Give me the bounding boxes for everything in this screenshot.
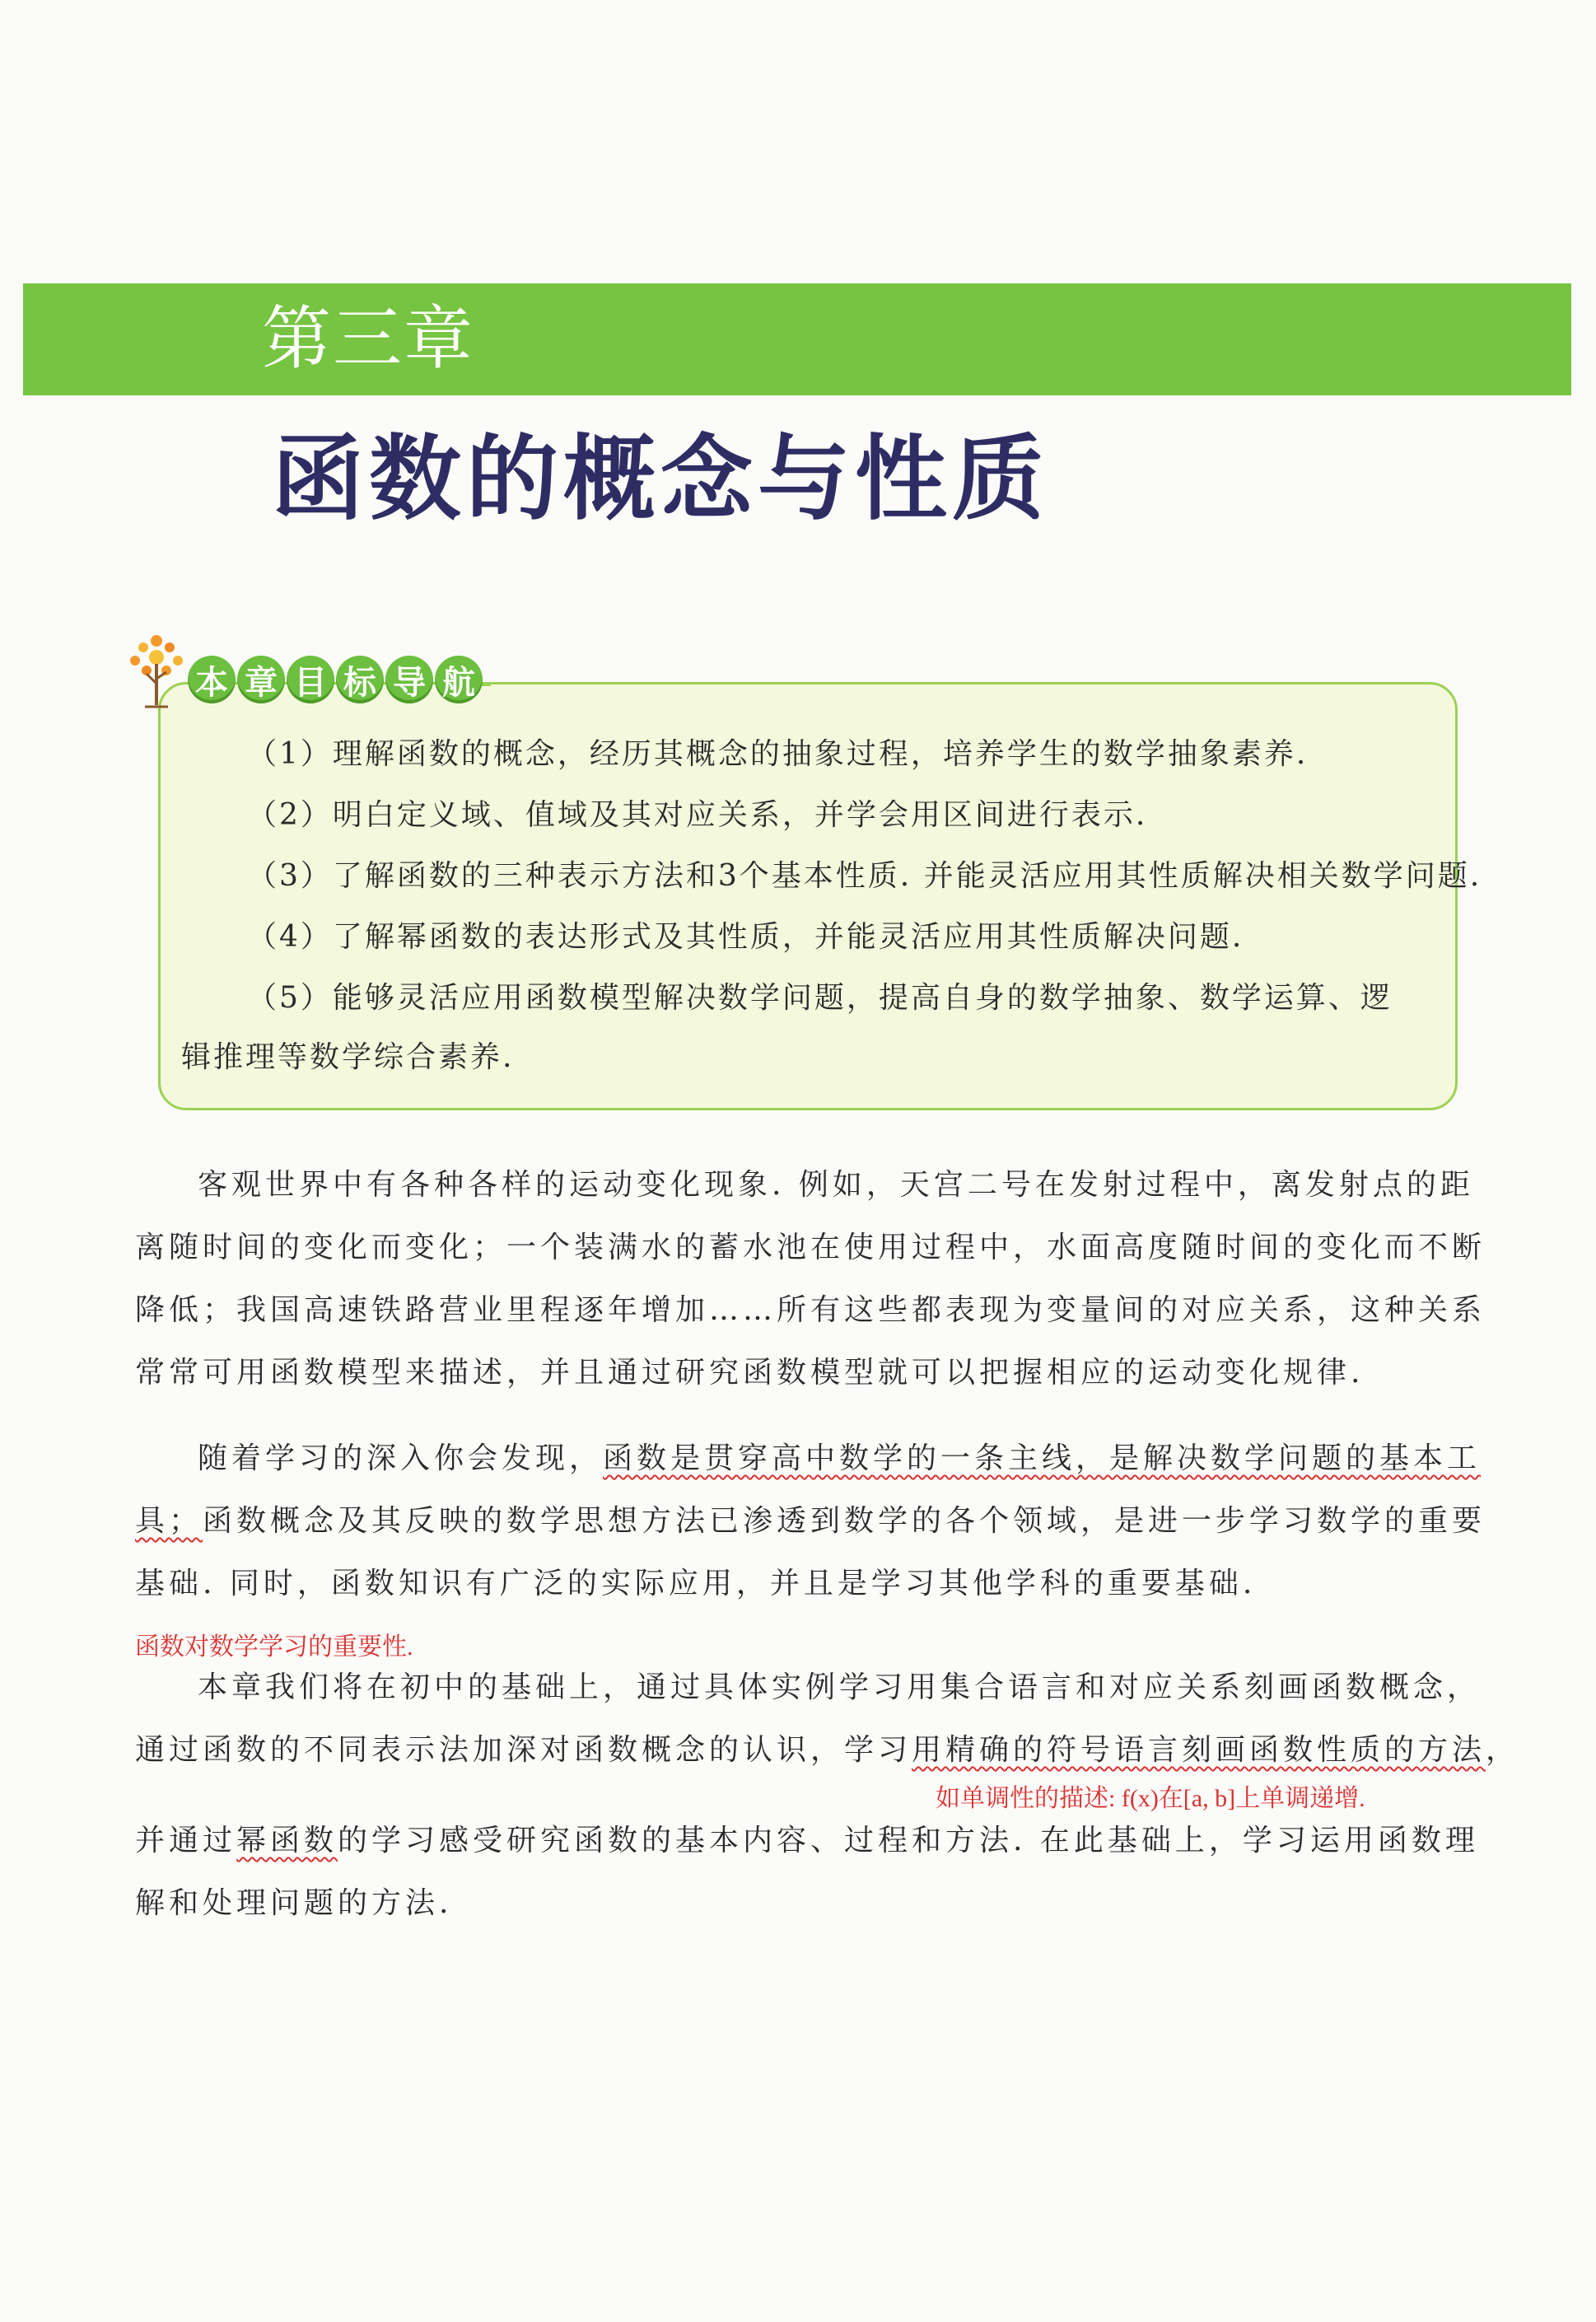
paragraph-1-line-4: 常常可用函数模型来描述，并且通过研究函数模型就可以把握相应的运动变化规律.: [135, 1356, 1365, 1390]
badge-char: 本: [188, 656, 236, 703]
goal-item-1: （1）理解函数的概念，经历其概念的抽象过程，培养学生的数学抽象素养.: [247, 737, 1309, 771]
text-span: 的学习感受研究函数的基本内容、过程和方法. 在此基础上，学习运用函数理: [338, 1824, 1479, 1857]
tree-icon: [124, 626, 189, 717]
badge-char: 航: [435, 656, 483, 703]
highlighted-text: 用精确的符号语言刻画函数性质的方法: [912, 1733, 1486, 1767]
text-span: 随着学习的深入你会发现，: [198, 1441, 604, 1475]
text-span: 函数概念及其反映的数学思想方法已渗透到数学的各个领域，是进一步学习数学的重要: [203, 1504, 1486, 1538]
goal-item-4: （4）了解幂函数的表达形式及其性质，并能灵活应用其性质解决问题.: [247, 920, 1244, 954]
paragraph-3-line-1: 本章我们将在初中的基础上，通过具体实例学习用集合语言和对应关系刻画函数概念，: [198, 1670, 1482, 1704]
goal-item-5: （5）能够灵活应用函数模型解决数学问题，提高自身的数学抽象、数学运算、逻: [247, 981, 1393, 1015]
highlighted-text: 函数是贯穿高中数学的一条主线，是解决数学问题的基本工: [603, 1441, 1482, 1475]
paragraph-2-line-2: [135, 1501, 1486, 1542]
badge-char: 标: [336, 656, 384, 703]
badge-char: 章: [237, 656, 285, 703]
paragraph-3-line-4: 解和处理问题的方法.: [135, 1886, 453, 1920]
paragraph-3-line-3: [135, 1820, 1479, 1862]
goals-badge: [188, 656, 484, 703]
paragraph-1-line-3: 降低；我国高速铁路营业里程逐年增加……所有这些都表现为变量间的对应关系，这种关系: [135, 1293, 1486, 1327]
highlighted-text: 具；: [135, 1504, 203, 1538]
paragraph-2-line-1: [198, 1438, 1481, 1479]
highlighted-text: 幂函数: [236, 1824, 338, 1857]
paragraph-3-line-2: [135, 1730, 1519, 1771]
paragraph-1-line-2: 离随时间的变化而变化；一个装满水的蓄水池在使用过程中，水面高度随时间的变化而不断: [135, 1231, 1486, 1264]
goal-item-2: （2）明白定义域、值域及其对应关系，并学会用区间进行表示.: [247, 798, 1148, 832]
margin-note-2: 如单调性的描述: f(x)在[a, b]上单调递增.: [936, 1785, 1365, 1812]
text-span: 通过函数的不同表示法加深对函数概念的认识，学习: [135, 1733, 912, 1767]
paragraph-2-line-3: 基础. 同时，函数知识有广泛的实际应用，并且是学习其他学科的重要基础.: [135, 1567, 1257, 1600]
text-span: 并通过: [135, 1824, 237, 1857]
goal-item-5-cont: 辑推理等数学综合素养.: [181, 1040, 515, 1074]
goal-item-3: （3）了解函数的三种表示方法和3个基本性质. 并能灵活应用其性质解决相关数学问题.: [247, 859, 1482, 893]
paragraph-1-line-1: 客观世界中有各种各样的运动变化现象. 例如，天宫二号在发射过程中，离发射点的距: [198, 1168, 1474, 1202]
badge-char: 导: [385, 656, 433, 703]
text-span: ，: [1486, 1733, 1520, 1767]
chapter-title: 函数的概念与性质: [272, 425, 1049, 533]
badge-char: 目: [287, 656, 334, 703]
chapter-label: 第三章: [262, 298, 475, 379]
margin-note-1: 函数对数学学习的重要性.: [135, 1633, 413, 1661]
chapter-band: [23, 283, 1571, 395]
